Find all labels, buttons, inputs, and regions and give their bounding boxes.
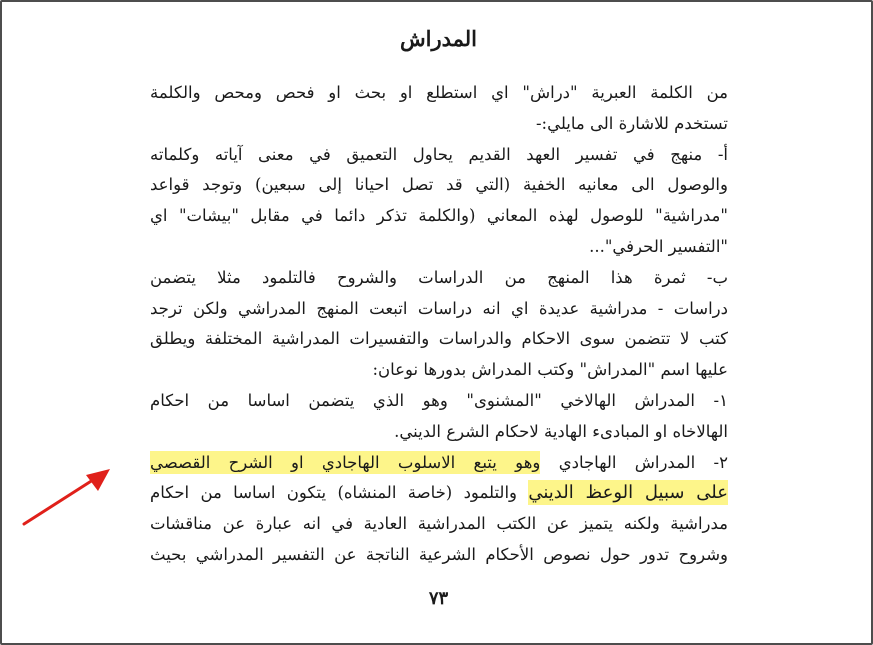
highlighted-text: وهو يتبع الاسلوب الهاجادي او الشرح القصصي (150, 452, 541, 472)
text-line: مدراشية ولكنه يتميز عن الكتب المدراشية العادية في انه عبارة عن مناقشات (150, 514, 728, 534)
red-arrow-icon (20, 460, 120, 530)
text-line: أ- منهج في تفسير العهد القديم يحاول التعميق في معنى آياته وكلماته (150, 144, 728, 164)
highlighted-text: على سبيل الوعظ الديني (528, 482, 728, 504)
text-line: "التفسير الحرفي"... (589, 236, 728, 256)
text-line: ب- ثمرة هذا المنهج من الدراسات والشروح فالتلمود مثلا يتضمن (150, 267, 728, 287)
line-plain-text: والتلمود (خاصة المنشاه) يتكون اساسا من احكام (150, 483, 529, 503)
page-title: المدراش (399, 26, 477, 51)
text-line: عليها اسم "المدراش" وكتب المدراش بدورها نوعان: (372, 360, 728, 380)
text-line: وشروح تدور حول نصوص الأحكام الشرعية الناتجة عن التفسير المدراشي بحيث (150, 544, 728, 564)
page-number: ٧٣ (428, 588, 449, 609)
text-line: الهالاخاه او المبادىء الهادية لاحكام الشرع الديني. (394, 421, 728, 441)
text-line-highlighted (150, 478, 728, 509)
text-line-highlighted (150, 448, 728, 479)
text-line: ١- المدراش الهالاخي "المشنوى" وهو الذي يتضمن اساسا من احكام (150, 390, 728, 410)
text-line: دراسات - مدراشية عديدة اي انه دراسات اتبعت المنهج المدراشي ولكن ترجد (150, 298, 728, 318)
text-line: والوصول الى معانيه الخفية (التي قد تصل احيانا إلى سبعين) وتوجد قواعد (150, 175, 728, 195)
line-plain-text: ٢- المدراش الهاجادي (540, 452, 728, 472)
text-line: تستخدم للاشارة الى مايلي:- (535, 113, 728, 133)
text-line: من الكلمة العبرية "دراش" اي استطلع او بحث او فحص ومحص والكلمة (150, 83, 728, 102)
text-line: "مدراشية" للوصول لهذه المعاني (والكلمة تذكر دائما في مقابل "بيشات" اي (150, 206, 728, 226)
text-line: كتب لا تتضمن سوى الاحكام والدراسات والتفسيرات المدراشية المختلفة ويطلق (150, 329, 728, 349)
document-body (150, 78, 728, 571)
